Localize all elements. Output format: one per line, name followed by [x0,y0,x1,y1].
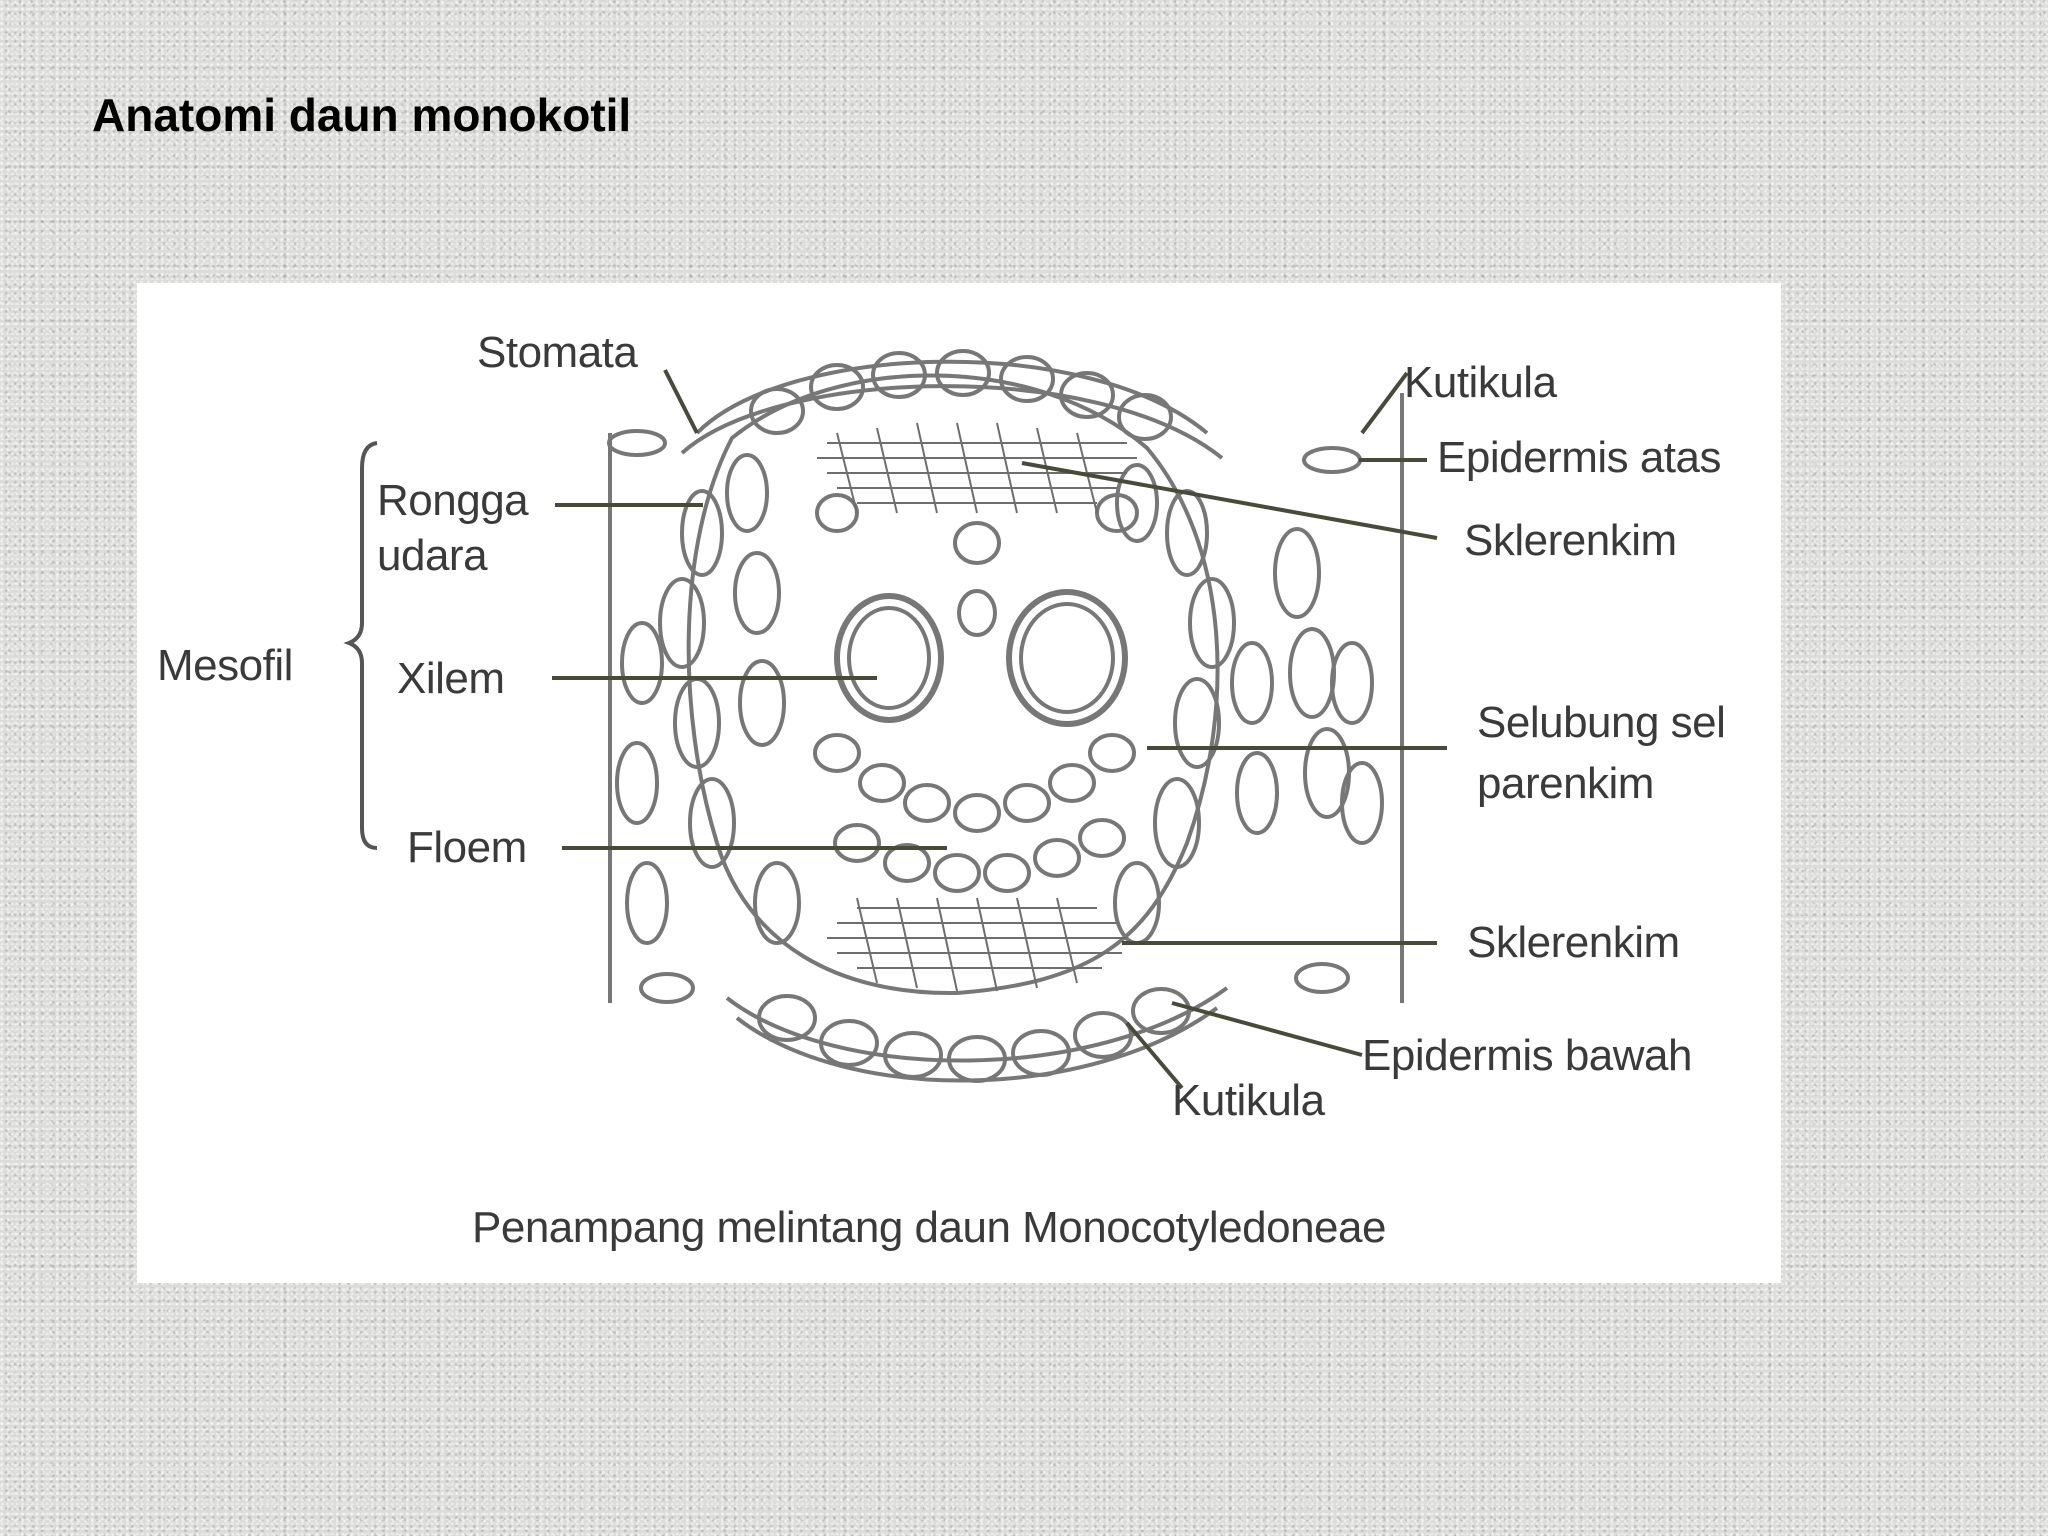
label-rongga-udara-line1: Rongga [377,476,529,525]
label-rongga-udara-line2: udara [377,531,488,580]
label-sklerenkim-bottom: Sklerenkim [1467,918,1680,967]
mesofil-brace [349,443,377,848]
label-kutikula-bottom: Kutikula [1172,1076,1325,1125]
label-mesofil: Mesofil [157,641,293,690]
leader-epidermis-bawah [1172,1003,1362,1055]
label-stomata: Stomata [477,328,638,377]
xylem-vessel-right [1009,592,1125,724]
label-sklerenkim-top: Sklerenkim [1464,516,1677,565]
label-epidermis-bawah: Epidermis bawah [1362,1031,1692,1080]
sclerenchyma-hatching-top [817,423,1137,513]
diagram-panel [137,283,1781,1283]
label-selubung-line2: parenkim [1477,759,1654,808]
label-kutikula-top: Kutikula [1404,358,1557,407]
leader-stomata [665,370,697,433]
xylem-vessel-left [837,596,941,720]
figure-caption: Penampang melintang daun Monocotyledoneae [472,1203,1386,1252]
slide-title: Anatomi daun monokotil [92,89,632,141]
vascular-bundle-outline [689,375,1218,993]
label-xilem: Xilem [397,654,505,703]
label-epidermis-atas: Epidermis atas [1437,433,1722,482]
sclerenchyma-hatching-bottom [827,898,1127,991]
label-selubung-line1: Selubung sel [1477,698,1726,747]
label-floem: Floem [407,823,527,872]
leader-sklerenkim-top [1022,463,1437,538]
